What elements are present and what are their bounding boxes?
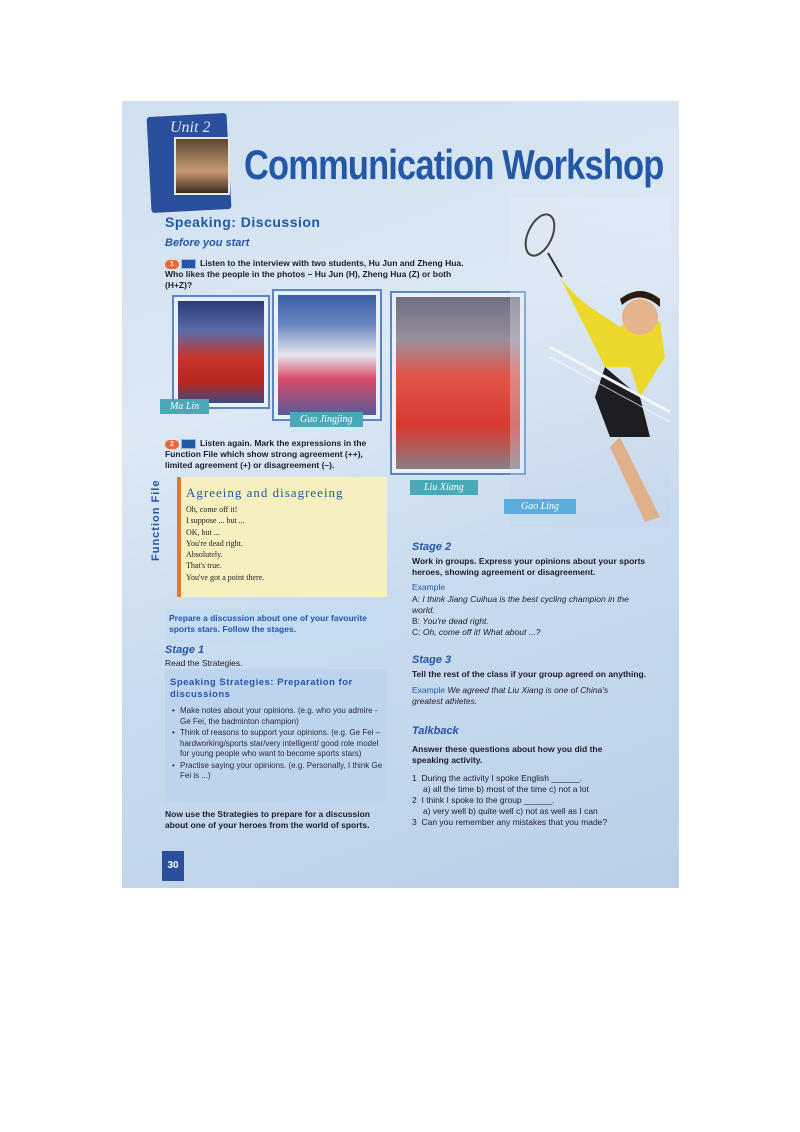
section-heading: Speaking: Discussion [165, 214, 321, 230]
list-item: You've got a point there. [186, 572, 265, 582]
unit-portrait-image [174, 137, 230, 195]
question-item: 3 Can you remember any mistakes that you made? [412, 817, 608, 827]
stage-1-heading: Stage 1 [165, 644, 205, 656]
caption-gao-ling: Gao Ling [504, 499, 576, 514]
talkback-questions [412, 773, 652, 828]
question-options: a) very well b) quite well c) not as well as I can [423, 806, 598, 816]
talkback-heading: Talkback [412, 725, 459, 737]
stage-3-example-label: Example [412, 685, 446, 695]
photo-liu-xiang [392, 293, 524, 473]
task-1 [165, 258, 465, 291]
list-item: I suppose ... but ... [186, 516, 245, 526]
task-2-text: Listen again. Mark the expressions in the Function File which show strong agreement (++), limited agreement (+) or disagreement (–). [165, 438, 367, 470]
caption-ma-lin: Ma Lin [160, 399, 209, 414]
unit-label: Unit 2 [170, 119, 211, 136]
stage-3-example-text: We agreed that Liu Xiang is one of China's greatest athletes. [412, 685, 609, 706]
function-file-list [186, 504, 264, 583]
cd-audio-icon [181, 259, 196, 269]
prepare-text: Prepare a discussion about one of your favourite sports stars. Follow the stages. [169, 613, 367, 634]
stage-1-text: Read the Strategies. [165, 658, 243, 668]
question-item: 2 I think I spoke to the group ______. [412, 795, 555, 805]
list-item: You're dead right. [186, 538, 243, 548]
strategies-list [170, 706, 385, 782]
strategies-title-line2: discussions [170, 689, 231, 700]
cd-audio-icon [181, 439, 196, 449]
caption-liu-xiang: Liu Xiang [410, 480, 478, 495]
list-item: • Practise saying your opinions. (e.g. Personally, I think Ge Fei is ...) [180, 761, 385, 782]
list-item: • Think of reasons to support your opinions. (e.g. Ge Fei – hardworking/sports star/very intelligent/ good role model for young people who want to become sports stars) [180, 728, 385, 760]
textbook-page [122, 101, 679, 888]
before-you-start-heading: Before you start [165, 237, 250, 249]
list-item: That's true. [186, 561, 222, 571]
photo-gao-ling [510, 197, 670, 527]
stage-2-example-dialogue [412, 594, 632, 638]
photo-guo-jingjing [274, 291, 380, 419]
list-item: OK, but ... [186, 527, 220, 537]
dialogue-line: C: Oh, come off it! What about ...? [412, 627, 541, 637]
question-options: a) all the time b) most of the time c) not a lot [423, 784, 589, 794]
page-number: 30 [162, 851, 184, 881]
dialogue-line: B: You're dead right. [412, 616, 489, 626]
strategies-title-line1: Speaking Strategies: Preparation for [170, 677, 353, 688]
stage-2-example-label: Example [412, 582, 446, 592]
stage-3-text: Tell the rest of the class if your group agreed on anything. [412, 669, 647, 679]
function-file-side-label: Function File [150, 479, 162, 561]
caption-guo-jingjing: Guo Jingjing [290, 412, 363, 427]
photo-ma-lin [174, 297, 268, 407]
stage-2-text: Work in groups. Express your opinions about your sports heroes, showing agreement or disagreement. [412, 556, 646, 577]
function-file-title: Agreeing and disagreeing [186, 485, 344, 500]
stage-3-example [412, 685, 637, 707]
question-item: 1 During the activity I spoke English ______. [412, 773, 583, 783]
talkback-intro: Answer these questions about how you did the speaking activity. [412, 744, 603, 765]
stage-2-heading: Stage 2 [412, 541, 452, 553]
page-title: Communication Workshop [244, 141, 664, 188]
task-number-badge: 2 [165, 440, 179, 449]
task-number-badge: 1 [165, 260, 179, 269]
now-use-text: Now use the Strategies to prepare for a discussion about one of your heroes from the world of sports. [165, 809, 370, 830]
list-item: Absolutely. [186, 550, 223, 560]
list-item: • Make notes about your opinions. (e.g. who you admire - Ge Fei, the badminton champion) [180, 706, 385, 727]
list-item: Oh, come off it! [186, 505, 238, 514]
task-2 [165, 438, 377, 471]
dialogue-line: A: I think Jiang Cuihua is the best cycling champion in the world. [412, 594, 629, 615]
stage-3-heading: Stage 3 [412, 654, 452, 666]
strategies-content [170, 677, 385, 783]
task-1-text: Listen to the interview with two students, Hu Jun and Zheng Hua. Who likes the people in the photos – Hu Jun (H), Zheng Hua (Z) or both (H+Z)? [165, 258, 464, 290]
